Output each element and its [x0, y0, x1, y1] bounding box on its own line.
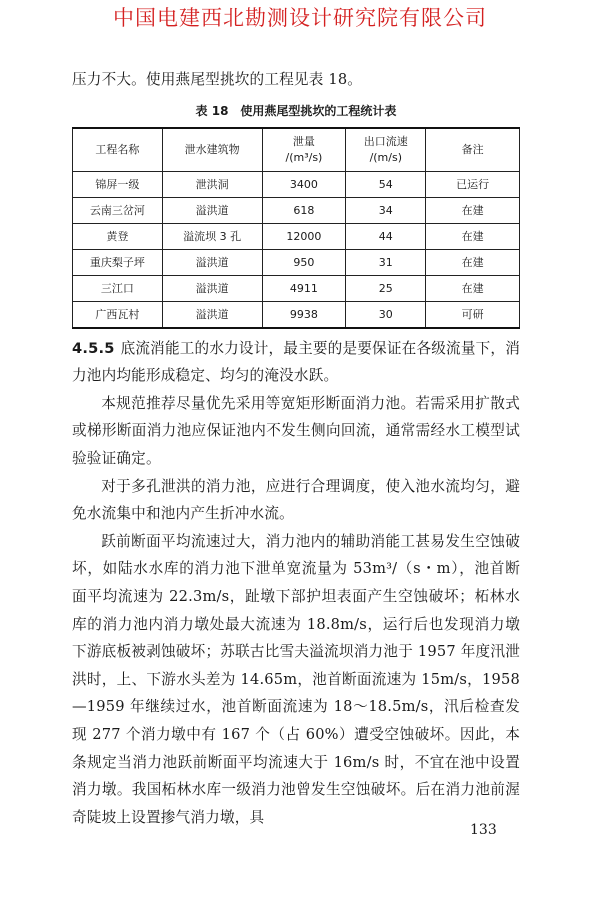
header-project: 工程名称 — [73, 128, 163, 172]
page-number: 133 — [470, 822, 497, 838]
cell-note: 已运行 — [426, 171, 520, 197]
cell-project: 重庆梨子坪 — [73, 249, 163, 275]
cell-project: 黄登 — [73, 223, 163, 249]
cell-note: 在建 — [426, 197, 520, 223]
cell-project: 云南三岔河 — [73, 197, 163, 223]
section-number: 4.5.5 — [72, 339, 115, 357]
section-text: 底流消能工的水力设计，最主要的是要保证在各级流量下，消力池内均能形成稳定、均匀的淹没水跃。 — [72, 339, 520, 385]
header-velocity-unit: /(m/s) — [369, 150, 403, 164]
header-velocity-label: 出口流速 — [363, 134, 408, 148]
cell-discharge: 4911 — [262, 275, 346, 301]
cell-discharge: 12000 — [262, 223, 346, 249]
paragraph-2: 对于多孔泄洪的消力池，应进行合理调度，使入池水流均匀，避免水流集中和池内产生折冲水流。 — [72, 477, 520, 523]
cell-discharge: 3400 — [262, 171, 346, 197]
intro-line: 压力不大。使用燕尾型挑坎的工程见表 18。 — [72, 71, 363, 88]
cell-note: 在建 — [426, 275, 520, 301]
header-discharge-unit: /(m³/s) — [285, 150, 323, 164]
cell-velocity: 31 — [346, 249, 426, 275]
cell-discharge: 950 — [262, 249, 346, 275]
table-row — [73, 171, 520, 197]
cell-structure: 溢洪道 — [162, 197, 262, 223]
company-header: 中国电建西北勘测设计研究院有限公司 — [113, 6, 487, 30]
cell-project: 三江口 — [73, 275, 163, 301]
table-row — [73, 301, 520, 328]
table-row — [73, 275, 520, 301]
cell-structure: 泄洪洞 — [162, 171, 262, 197]
cell-project: 锦屏一级 — [73, 171, 163, 197]
cell-structure: 溢洪道 — [162, 275, 262, 301]
page-body — [72, 66, 520, 831]
cell-structure: 溢洪道 — [162, 249, 262, 275]
paragraph-3: 跃前断面平均流速过大，消力池内的辅助消能工甚易发生空蚀破坏，如陆水水库的消力池下泄单宽流量为 53m³/（s・m），池首断面平均流速为 22.3m/s，趾墩下部护坦表面产生空蚀破坏；柘林水库的消力池内消力墩处最大流速为 18.8m/s，运行后也发现消力墩下游底板被剥蚀破坏；苏联古比雪夫溢流坝消力池于 1957 年度汛泄洪时，上、下游水头差为 14.65m，池首断面流速为 15m/s，1958—1959 年继续过水，池首断面流速为 18～18.5m/s，汛后检查发现 277 个消力墩中有 167 个（占 60%）遭受空蚀破坏。因此，本条规定当消力池跃前断面平均流速大于 16m/s 时，不宜在池中设置消力墩。我国柘林水库一级消力池曾发生空蚀破坏。后在消力池前渥奇陡坡上设置掺气消力墩，具 — [72, 532, 520, 826]
cell-velocity: 30 — [346, 301, 426, 328]
table-row — [73, 249, 520, 275]
paragraph-1: 本规范推荐尽量优先采用等宽矩形断面消力池。若需采用扩散式或梯形断面消力池应保证池内不发生侧向回流，通常需经水工模型试验验证确定。 — [72, 394, 520, 467]
cell-note: 可研 — [426, 301, 520, 328]
cell-note: 在建 — [426, 223, 520, 249]
cell-structure: 溢洪道 — [162, 301, 262, 328]
header-structure: 泄水建筑物 — [162, 128, 262, 172]
cell-structure: 溢流坝 3 孔 — [162, 223, 262, 249]
cell-velocity: 34 — [346, 197, 426, 223]
header-note: 备注 — [426, 128, 520, 172]
section-paragraph — [72, 335, 520, 390]
cell-note: 在建 — [426, 249, 520, 275]
cell-discharge: 9938 — [262, 301, 346, 328]
header-velocity — [346, 128, 426, 172]
cell-discharge: 618 — [262, 197, 346, 223]
cell-velocity: 54 — [346, 171, 426, 197]
table-row — [73, 223, 520, 249]
header-discharge — [262, 128, 346, 172]
table-row — [73, 197, 520, 223]
table-header-row — [73, 128, 520, 172]
statistics-table — [72, 127, 520, 329]
cell-project: 广西瓦村 — [73, 301, 163, 328]
cell-velocity: 25 — [346, 275, 426, 301]
header-discharge-label: 泄量 — [292, 134, 315, 148]
cell-velocity: 44 — [346, 223, 426, 249]
table-caption: 表 18 使用燕尾型挑坎的工程统计表 — [195, 103, 397, 118]
